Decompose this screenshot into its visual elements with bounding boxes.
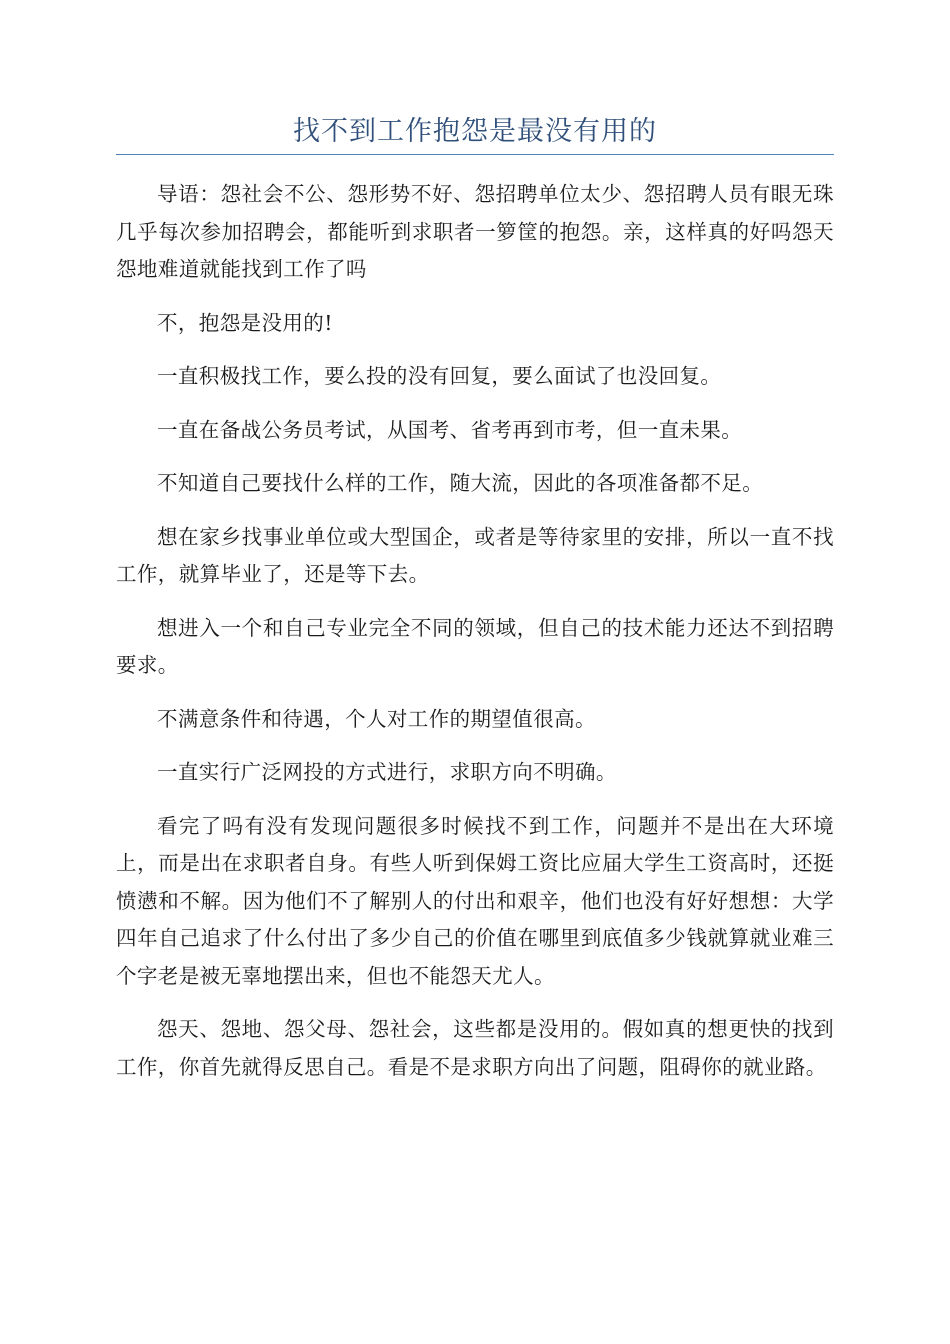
paragraph-case-2: 一直在备战公务员考试，从国考、省考再到市考，但一直未果。 bbox=[157, 417, 743, 442]
paragraph-case-6: 不满意条件和待遇，个人对工作的期望值很高。 bbox=[157, 706, 596, 731]
document-title: 找不到工作抱怨是最没有用的 bbox=[293, 116, 657, 147]
paragraph-case-4: 想在家乡找事业单位或大型国企，或者是等待家里的安排，所以一直不找工作，就算毕业了，还是等下去。 bbox=[116, 524, 834, 586]
paragraph-case-5: 想进入一个和自己专业完全不同的领域，但自己的技术能力还达不到招聘要求。 bbox=[116, 615, 834, 677]
paragraph-intro: 导语：怨社会不公、怨形势不好、怨招聘单位太少、怨招聘人员有眼无珠几乎每次参加招聘会，都能听到求职者一箩筐的抱怨。亲，这样真的好吗怨天怨地难道就能找到工作了吗 bbox=[116, 182, 834, 281]
paragraph-analysis: 看完了吗有没有发现问题很多时候找不到工作，问题并不是出在大环境上，而是出在求职者自身。有些人听到保姆工资比应届大学生工资高时，还挺愤懑和不解。因为他们不了解别人的付出和艰辛，他们也没有好好想想：大学四年自己追求了什么付出了多少自己的价值在哪里到底值多少钱就算就业难三个字老是被无辜地摆出来，但也不能怨天尤人。 bbox=[116, 813, 834, 988]
paragraph-case-7: 一直实行广泛网投的方式进行，求职方向不明确。 bbox=[157, 760, 617, 784]
paragraph-case-1: 一直积极找工作，要么投的没有回复，要么面试了也没回复。 bbox=[157, 364, 722, 388]
title-underline bbox=[116, 154, 834, 155]
paragraph-case-3: 不知道自己要找什么样的工作，随大流，因此的各项准备都不足。 bbox=[157, 471, 764, 495]
document-body bbox=[116, 176, 834, 1102]
paragraph-statement: 不，抱怨是没用的! bbox=[157, 310, 333, 335]
paragraph-conclusion: 怨天、怨地、怨父母、怨社会，这些都是没用的。假如真的想更快的找到工作，你首先就得反思自己。看是不是求职方向出了问题，阻碍你的就业路。 bbox=[116, 1017, 834, 1079]
